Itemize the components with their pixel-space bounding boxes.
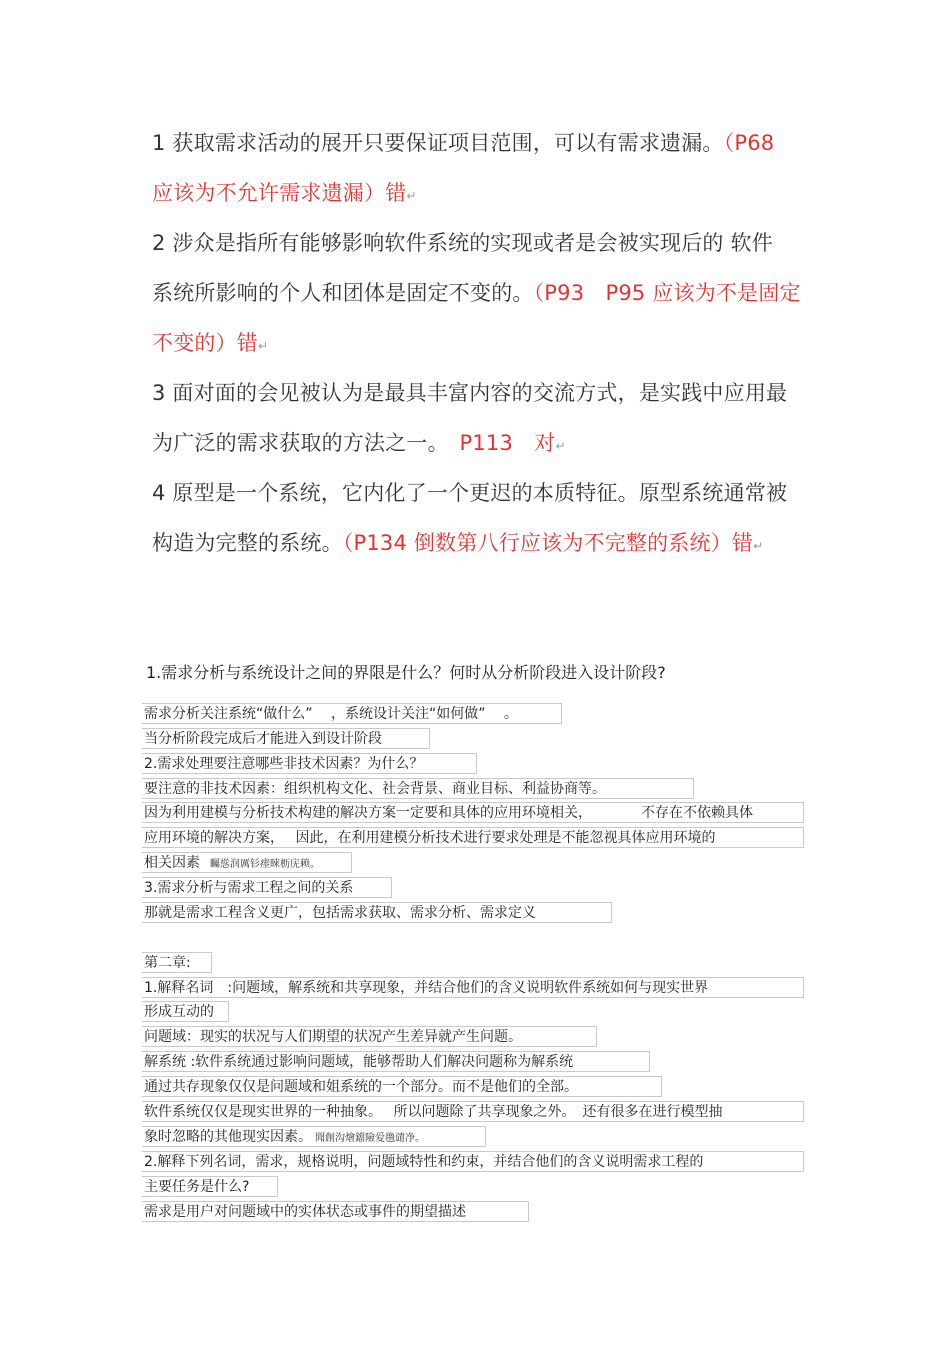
text-row [142,1001,229,1022]
text-row [142,1201,529,1222]
answer-note: （P68 [723,131,775,155]
text-row [142,1051,650,1072]
statement-text: 2 涉众是指所有能够影响软件系统的实现或者是会被实现后的 软件 [152,231,773,255]
statement-text: 构造为完整的系统。 [152,531,343,555]
answer-note: （P93 P95 应该为不是固定 [533,281,801,305]
row-text: 需求分析关注系统“做什么” ，系统设计关注“如何做” 。 [144,706,518,722]
row-text: 软件系统仅仅是现实世界的一种抽象。 所以问题除了共享现象之外。 还有很多在进行模型抽 [144,1104,723,1120]
text-row [142,952,212,973]
answer-note: P113 对 [438,431,556,455]
text-row [142,1076,662,1097]
row-text: 应用环境的解决方案， 因此，在利用建模分析技术进行要求处理是不能忽视具体应用环境的 [144,830,716,846]
row-text: 需求是用户对问题域中的实体状态或事件的期望描述 [144,1204,466,1220]
row-text: 2.需求处理要注意哪些非技术因素？为什么？ [144,756,424,772]
statement-4 [152,468,824,568]
row-text: 解系统 :软件系统通过影响问题域，能够帮助人们解决问题称为解系统 [144,1054,574,1070]
statement-1 [152,118,824,218]
text-row [142,778,694,799]
row-text: 当分析阶段完成后才能进入到设计阶段 [144,731,382,747]
statement-line [152,518,824,568]
statement-text: 1 获取需求活动的展开只要保证项目范围，可以有需求遗漏。 [152,131,724,155]
statement-line [152,118,824,168]
text-row [142,1101,804,1122]
statement-text: 4 原型是一个系统，它内化了一个更迟的本质特征。原型系统通常被 [152,481,788,505]
row-text: 主要任务是什么? [144,1179,250,1195]
text-row [142,753,477,774]
row-text: 问题域：现实的状况与人们期望的状况产生差异就产生问题。 [144,1029,522,1045]
answer-note: 应该为不允许需求遗漏）错 [152,181,407,205]
statement-3 [152,368,824,468]
text-row [142,902,612,923]
text-row [142,852,352,873]
return-mark: ↵ [555,439,566,453]
row-small-text: 聞創沟燴鐺險爱氇谴净。 [305,1133,425,1144]
question-title: 1.需求分析与系统设计之间的界限是什么？何时从分析阶段进入设计阶段? [146,663,666,682]
statement-text: 3 面对面的会见被认为是最具丰富内容的交流方式，是实践中应用最 [152,381,788,405]
row-text: 形成互动的 [144,1004,214,1020]
row-text: 要注意的非技术因素：组织机构文化、社会背景、商业目标、利益协商等。 [144,781,606,797]
row-text: 相关因素 [144,855,200,871]
text-row [142,1151,804,1172]
text-row [142,827,804,848]
statement-text: 为广泛的需求获取的方法之一。 [152,431,439,455]
row-text: 3.需求分析与需求工程之间的关系 [144,880,354,896]
row-text: 因为利用建模与分析技术构建的解决方案一定要和具体的应用环境相关， 不存在不依赖具体 [144,805,753,821]
text-row [142,1176,278,1197]
statement-line [152,368,824,418]
text-row [142,802,804,823]
statement-line [152,218,824,268]
true-false-statements [152,118,824,568]
statement-line [152,418,824,468]
return-mark: ↵ [406,189,417,203]
statement-line [152,318,824,368]
row-text: 那就是需求工程含义更广，包括需求获取、需求分析、需求定义 [144,905,536,921]
row-text: 第二章: [144,955,191,971]
statement-line [152,268,824,318]
row-text: 通过共存现象仅仅是问题域和姐系统的一个部分。而不是他们的全部。 [144,1079,578,1095]
text-row [142,703,562,724]
statement-line [152,168,824,218]
text-row [142,1126,486,1147]
statement-2 [152,218,824,368]
text-row [142,877,392,898]
row-text: 2.解释下列名词，需求，规格说明，问题域特性和约束，并结合他们的含义说明需求工程的 [144,1154,704,1170]
row-text: 1.解释名词 :问题域，解系统和共享现象，并结合他们的含义说明软件系统如何与现实世界 [144,980,709,996]
statement-line [152,468,824,518]
answer-note: （P134 倒数第八行应该为不完整的系统）错 [342,531,754,555]
row-text: 象时忽略的其他现实因素。 [144,1129,305,1145]
text-row [142,728,430,749]
answer-note: 不变的）错 [152,331,258,355]
return-mark: ↵ [753,539,764,553]
text-row [142,977,804,998]
row-small-text: 矚慫润厲钐瘗睞枥庑赖。 [200,859,320,870]
statement-text: 系统所影响的个人和团体是固定不变的。 [152,281,534,305]
text-row [142,1026,597,1047]
return-mark: ↵ [258,339,269,353]
